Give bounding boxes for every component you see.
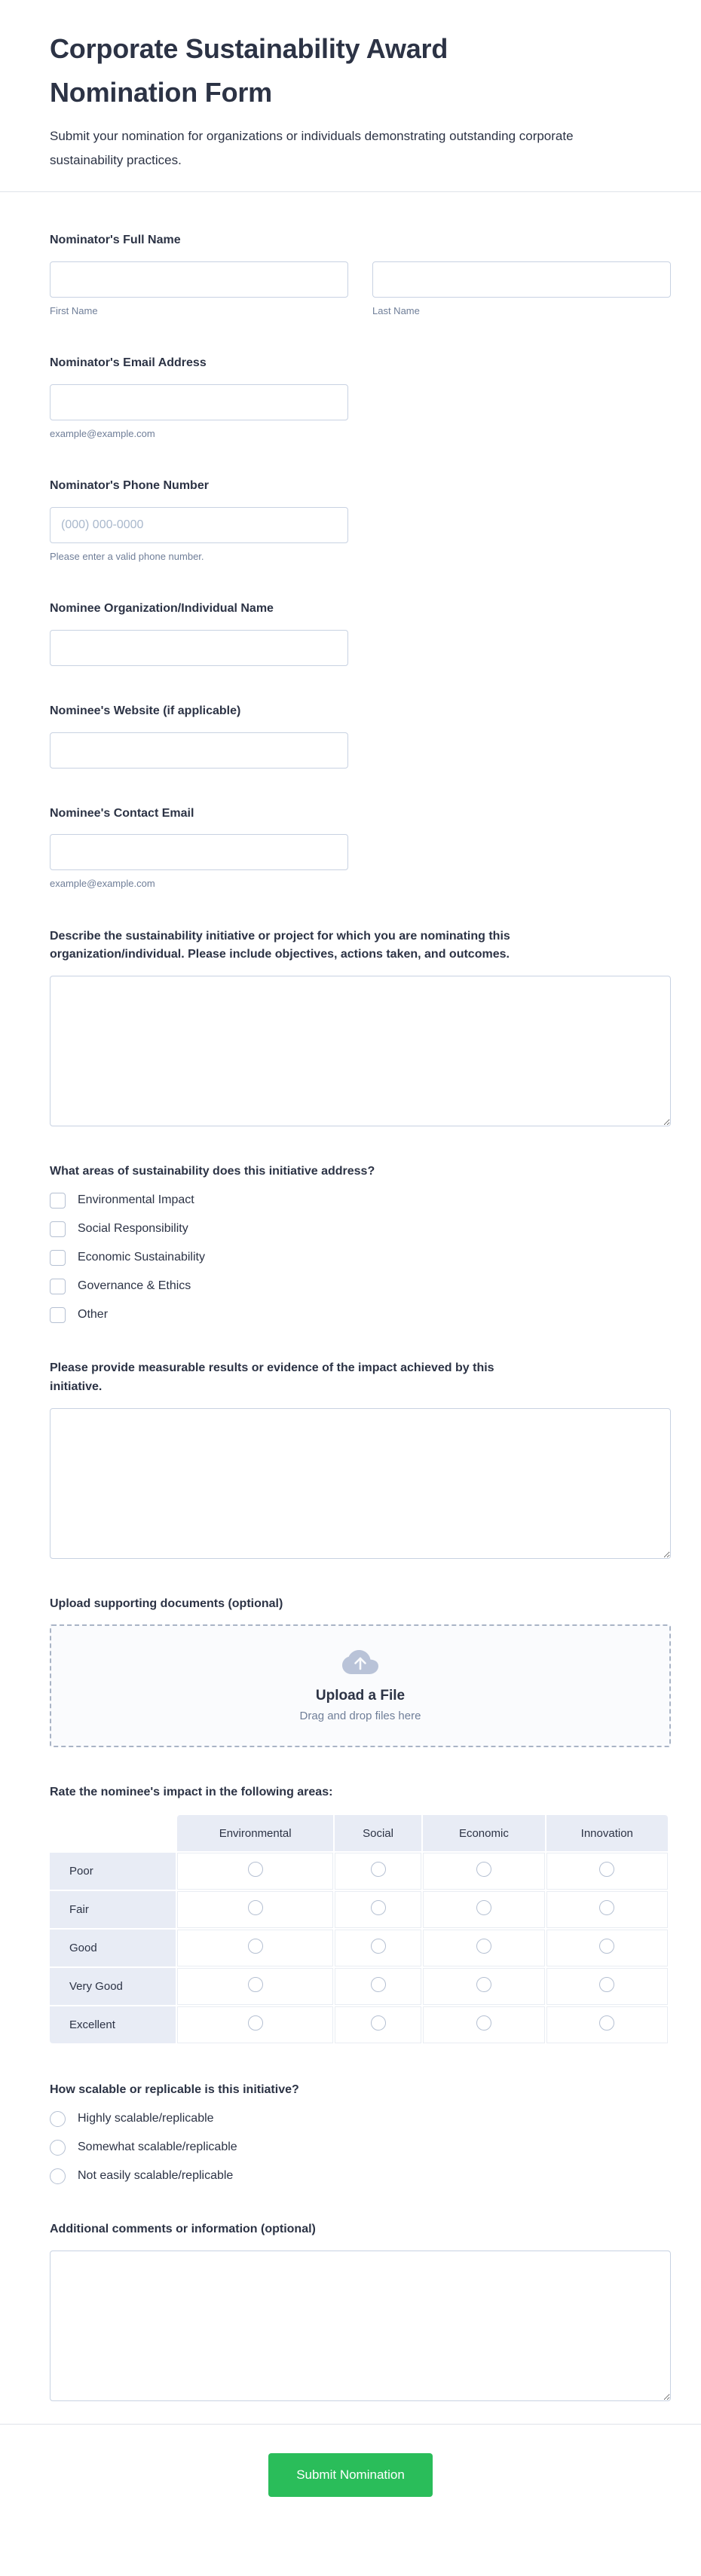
question-nominee-website: [50, 702, 671, 769]
rating-radio[interactable]: [371, 1939, 386, 1954]
rating-radio[interactable]: [371, 1900, 386, 1915]
checkbox-option-environmental-impact[interactable]: [50, 1193, 671, 1209]
question-impact-rating: [50, 1783, 671, 2045]
contact-email-label: Nominee's Contact Email: [50, 806, 194, 820]
areas-label: What areas of sustainability does this initiative address?: [50, 1165, 375, 1178]
radio-icon[interactable]: [50, 2168, 66, 2184]
rating-row-label: Poor: [50, 1853, 176, 1890]
question-describe-initiative: [50, 927, 671, 1127]
rating-radio[interactable]: [476, 1977, 491, 1992]
page-subtitle: Submit your nomination for organizations or individuals demonstrating outstanding corporate sustainability practices.: [50, 129, 574, 167]
rating-radio[interactable]: [476, 1939, 491, 1954]
rating-radio[interactable]: [476, 1900, 491, 1915]
radio-option-somewhat-scalable[interactable]: [50, 2140, 671, 2156]
describe-label: Describe the sustainability initiative or project for which you are nominating this organization/individual. Please include objectives, actions taken, and outcomes.: [50, 929, 510, 961]
question-upload-documents: [50, 1595, 671, 1748]
rating-radio[interactable]: [248, 1977, 263, 1992]
website-input[interactable]: [50, 732, 348, 769]
radio-icon[interactable]: [50, 2111, 66, 2127]
question-nominee-org-name: [50, 600, 671, 666]
email-sublabel: example@example.com: [50, 427, 155, 439]
phone-label: Nominator's Phone Number: [50, 479, 209, 493]
scalable-label: How scalable or replicable is this initiative?: [50, 2083, 299, 2097]
rating-radio[interactable]: [248, 1900, 263, 1915]
radio-icon[interactable]: [50, 2140, 66, 2156]
upload-cloud-icon: [342, 1650, 378, 1676]
website-label: Nominee's Website (if applicable): [50, 704, 241, 717]
radio-option-not-easily-scalable[interactable]: [50, 2168, 671, 2184]
rating-label: Rate the nominee's impact in the following areas:: [50, 1786, 333, 1799]
email-input[interactable]: [50, 384, 348, 420]
rating-radio[interactable]: [599, 1862, 614, 1877]
rating-radio[interactable]: [599, 2015, 614, 2031]
checkbox-option-governance-ethics[interactable]: [50, 1279, 671, 1294]
submit-button[interactable]: Submit Nomination: [268, 2453, 433, 2497]
comments-label: Additional comments or information (optional): [50, 2222, 316, 2235]
checkbox-label: Economic Sustainability: [78, 1251, 205, 1264]
checkbox-icon[interactable]: [50, 1250, 66, 1266]
rating-row-fair: [50, 1891, 668, 1928]
checkbox-option-social-responsibility[interactable]: [50, 1221, 671, 1237]
form-header: [0, 0, 701, 191]
rating-column-economic: Economic: [423, 1815, 544, 1851]
org-name-input[interactable]: [50, 630, 348, 666]
rating-table: [48, 1814, 669, 2045]
question-scalability: [50, 2081, 671, 2184]
rating-column-environmental: Environmental: [177, 1815, 333, 1851]
checkbox-icon[interactable]: [50, 1307, 66, 1323]
checkbox-icon[interactable]: [50, 1193, 66, 1209]
checkbox-option-economic-sustainability[interactable]: [50, 1250, 671, 1266]
results-label: Please provide measurable results or evidence of the impact achieved by this initiative.: [50, 1361, 494, 1393]
rating-radio[interactable]: [371, 1862, 386, 1877]
rating-row-label: Very Good: [50, 1968, 176, 2005]
question-measurable-results: [50, 1359, 671, 1559]
checkbox-label: Environmental Impact: [78, 1193, 194, 1207]
org-name-label: Nominee Organization/Individual Name: [50, 602, 274, 616]
phone-sublabel: Please enter a valid phone number.: [50, 550, 204, 562]
submit-section: [0, 2425, 701, 2536]
full-name-label: Nominator's Full Name: [50, 234, 181, 247]
upload-label: Upload supporting documents (optional): [50, 1597, 283, 1610]
rating-radio[interactable]: [371, 2015, 386, 2031]
checkbox-label: Other: [78, 1308, 109, 1322]
rating-column-social: Social: [335, 1815, 421, 1851]
rating-row-label: Excellent: [50, 2006, 176, 2043]
radio-label: Highly scalable/replicable: [78, 2112, 214, 2125]
first-name-sublabel: First Name: [50, 304, 98, 316]
checkbox-icon[interactable]: [50, 1279, 66, 1294]
rating-row-good: [50, 1930, 668, 1966]
rating-radio[interactable]: [599, 1939, 614, 1954]
rating-radio[interactable]: [599, 1900, 614, 1915]
form-body: [0, 192, 701, 2401]
radio-option-highly-scalable[interactable]: [50, 2111, 671, 2127]
contact-email-sublabel: example@example.com: [50, 878, 155, 890]
rating-radio[interactable]: [476, 1862, 491, 1877]
question-nominator-email: [50, 354, 671, 441]
page-title: Corporate Sustainability Award Nomination Form: [50, 33, 448, 108]
radio-label: Not easily scalable/replicable: [78, 2169, 234, 2183]
question-nominator-full-name: [50, 231, 671, 318]
email-label: Nominator's Email Address: [50, 356, 207, 370]
rating-row-label: Fair: [50, 1891, 176, 1928]
question-nominee-contact-email: [50, 805, 671, 891]
rating-radio[interactable]: [371, 1977, 386, 1992]
results-textarea[interactable]: [50, 1408, 671, 1559]
rating-row-excellent: [50, 2006, 668, 2043]
contact-email-input[interactable]: [50, 834, 348, 870]
phone-input[interactable]: [50, 507, 348, 543]
radio-label: Somewhat scalable/replicable: [78, 2141, 237, 2154]
checkbox-label: Governance & Ethics: [78, 1279, 191, 1293]
upload-button-text[interactable]: Upload a File: [315, 1687, 406, 1704]
rating-radio[interactable]: [248, 1939, 263, 1954]
rating-radio[interactable]: [248, 2015, 263, 2031]
describe-textarea[interactable]: [50, 976, 671, 1126]
question-sustainability-areas: [50, 1163, 671, 1323]
rating-corner-cell: [50, 1815, 176, 1851]
checkbox-icon[interactable]: [50, 1221, 66, 1237]
upload-drag-text: Drag and drop files here: [299, 1709, 421, 1722]
rating-radio[interactable]: [599, 1977, 614, 1992]
question-additional-comments: [50, 2220, 671, 2401]
rating-row-very-good: [50, 1968, 668, 2005]
first-name-input[interactable]: [50, 261, 348, 298]
last-name-input[interactable]: [372, 261, 671, 298]
checkbox-label: Social Responsibility: [78, 1222, 188, 1236]
rating-row-label: Good: [50, 1930, 176, 1966]
rating-radio[interactable]: [248, 1862, 263, 1877]
rating-column-innovation: Innovation: [546, 1815, 668, 1851]
rating-radio[interactable]: [476, 2015, 491, 2031]
rating-row-poor: [50, 1853, 668, 1890]
file-dropzone[interactable]: [50, 1624, 671, 1747]
question-nominator-phone: [50, 477, 671, 564]
checkbox-option-other[interactable]: [50, 1307, 671, 1323]
comments-textarea[interactable]: [50, 2251, 671, 2401]
last-name-sublabel: Last Name: [372, 304, 420, 316]
